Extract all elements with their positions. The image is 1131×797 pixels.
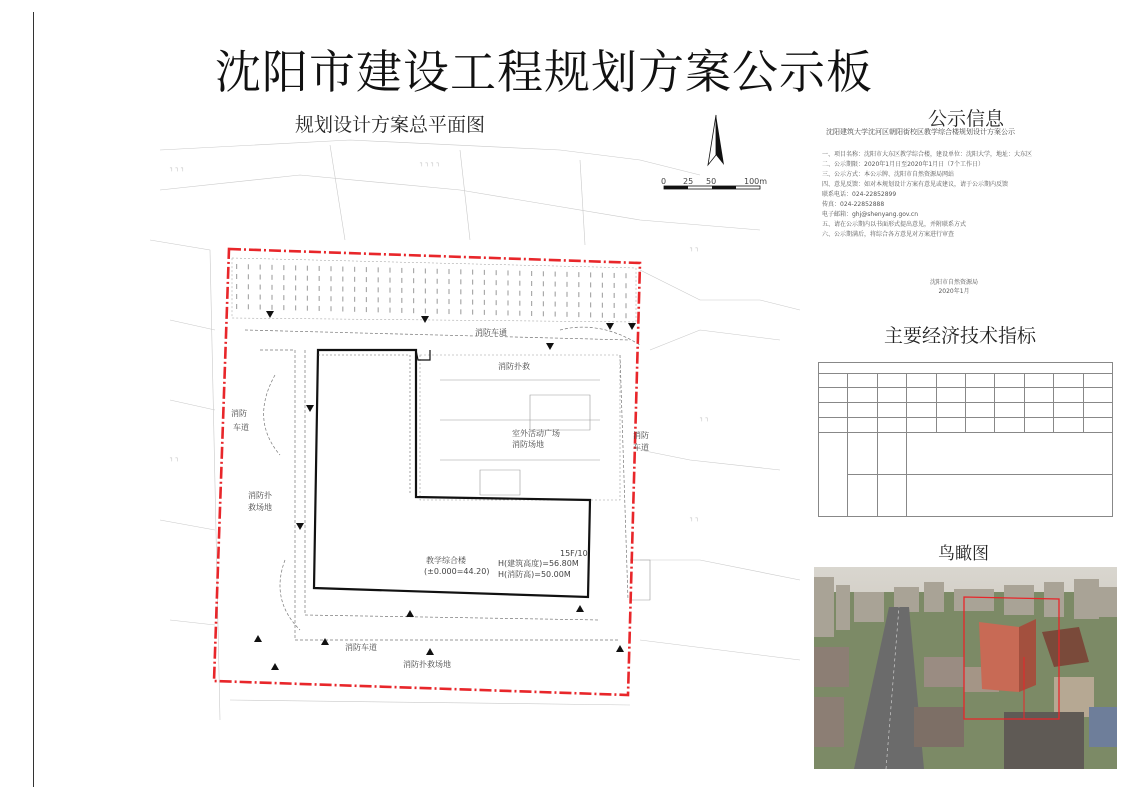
parking-stall [602,273,603,278]
entry-arrow-icons [254,311,636,670]
table-header-row [819,363,1113,374]
scale-label: 25 [683,177,694,186]
indicators-title: 主要经济技术指标 [884,325,1037,347]
parking-stall [413,268,414,273]
parking-stall [260,305,261,310]
parking-stall [555,312,556,317]
info-sign-date: 2020年1月 [938,288,970,295]
parking-stall [531,291,532,296]
parking-stall [354,307,355,312]
label-fire-lane-bottom: 消防车道 [345,643,377,652]
parking-stall [602,293,603,298]
parking-stall [425,278,426,283]
parking-stall [401,278,402,283]
parking-stall [330,266,331,271]
label-fire-lane-top: 消防车通 [475,328,507,337]
parking-stall [437,309,438,314]
parking-stall [248,274,249,279]
parking-stall [236,284,237,289]
parking-stall [507,280,508,285]
scale-bar-labels [661,177,767,186]
parking-stall [590,282,591,287]
parking-stall [271,265,272,270]
parking-stall [319,276,320,281]
info-line: 传真：024-22852888 [822,201,885,208]
info-text-block [822,150,1114,240]
label-fire-right: 消防 [633,431,649,440]
parking-stall [519,291,520,296]
parking-stall [543,311,544,316]
parking-stall [295,265,296,270]
parking-stall [425,298,426,303]
parking-stall [566,272,567,277]
left-margin-line [33,12,34,787]
parking-stall [342,267,343,272]
parking-stall [578,312,579,317]
parking-stall [566,292,567,297]
parking-stall [484,280,485,285]
parking-stall [496,280,497,285]
parking-stall [401,298,402,303]
parking-stall [437,299,438,304]
parking-stall [248,304,249,309]
label-fire-right-2: 车道 [633,443,649,452]
label-building-main: 教学综合楼 [426,556,466,565]
parking-stall [319,306,320,311]
parking-stall [437,289,438,294]
parking-stall [260,275,261,280]
parking-stall [366,307,367,312]
page-title: 沈阳市建设工程规划方案公示板 [215,45,873,99]
label-fire-left-mid-2: 救场地 [248,503,272,512]
parking-stall [555,292,556,297]
svg-text:┐ ┐ ┐: ┐ ┐ ┐ [170,165,185,172]
parking-stall [319,286,320,291]
parking-stall [625,313,626,318]
parking-stall [543,271,544,276]
svg-text:┐ ┐ ┐ ┐: ┐ ┐ ┐ ┐ [420,160,441,167]
label-plaza-2: 消防场地 [512,440,544,449]
parking-stall [448,309,449,314]
parking-stall [378,267,379,272]
background-text [169,160,709,522]
parking-stall [366,297,367,302]
scale-bar [664,186,760,189]
background-linework [150,140,800,725]
parking-stall [460,269,461,274]
parking-stall [236,304,237,309]
parking-stall [248,264,249,269]
parking-stall [283,265,284,270]
parking-stall [543,281,544,286]
parking-stall [507,310,508,315]
parking-stall [448,299,449,304]
info-line: 二、公示期限：2020年1月日至2020年1月日（7个工作日） [822,161,984,168]
parking-stall [389,298,390,303]
parking-stall [484,300,485,305]
parking-stall [531,311,532,316]
info-title: 公示信息 [928,108,1005,130]
parking-stall [413,288,414,293]
parking-stall [578,292,579,297]
parking-stall [472,270,473,275]
parking-stall [378,277,379,282]
parking-stall [354,287,355,292]
parking-stall [519,271,520,276]
parking-stall [614,293,615,298]
parking-stall [366,277,367,282]
parking-stall [460,289,461,294]
parking-stall [602,303,603,308]
parking-stall [236,264,237,269]
label-floors: 15F/10 [560,549,588,558]
parking-stall [602,283,603,288]
label-fire-left-mid: 消防扑 [248,491,272,500]
parking-stall [354,267,355,272]
parking-stall [555,302,556,307]
parking-stall [519,311,520,316]
parking-stall [389,278,390,283]
parking-stall [590,272,591,277]
parking-stall [342,297,343,302]
site-boundary-red [214,249,640,695]
label-building-elevation: (±0.000=44.20) [424,567,490,576]
parking-stall [366,287,367,292]
parking-stall [425,288,426,293]
parking-stall [472,300,473,305]
svg-text:┐ ┐: ┐ ┐ [690,245,700,252]
parking-stall [625,293,626,298]
parking-stall [307,266,308,271]
info-subtitle: 沈阳建筑大学沈河区朝阳街校区教学综合楼规划设计方案公示 [826,128,1015,136]
parking-stall [460,309,461,314]
parking-stall [555,272,556,277]
parking-stall [472,310,473,315]
parking-stall [566,312,567,317]
info-signature [930,278,978,296]
parking-stall [342,277,343,282]
parking-stall [484,310,485,315]
info-line: 一、项目名称：沈阳市大东区教学综合楼，建设单位：沈阳大学，地址：大东区 [822,151,1033,158]
parking-stall [378,287,379,292]
parking-stall [602,313,603,318]
parking-stall [448,269,449,274]
parking-stall [507,290,508,295]
info-line: 联系电话：024-22852899 [822,191,897,198]
parking-stall [307,276,308,281]
parking-stall [378,297,379,302]
parking-stall [448,289,449,294]
svg-text:┐ ┐: ┐ ┐ [170,455,180,462]
parking-stall [283,275,284,280]
parking-stall [401,308,402,313]
parking-stall [543,291,544,296]
parking-stall [330,276,331,281]
parking-stall [425,308,426,313]
parking-stall [543,301,544,306]
info-line: 五、请在公示期内以书面形式提出意见，并附联系方式 [822,221,967,228]
parking-stall [413,298,414,303]
parking-stall [307,286,308,291]
svg-text:┐ ┐: ┐ ┐ [690,515,700,522]
parking-stall [496,270,497,275]
parking-stall [460,299,461,304]
parking-stall [260,285,261,290]
parking-stall [354,277,355,282]
parking-stall [283,295,284,300]
parking-stall [271,285,272,290]
parking-stall [614,313,615,318]
label-fire-left-2: 车道 [233,423,249,432]
label-plaza: 室外活动广场 [512,429,560,438]
parking-stall [484,290,485,295]
parking-stall [330,306,331,311]
parking-stall [507,270,508,275]
parking-stall [425,268,426,273]
parking-stall [389,268,390,273]
scale-label: 50 [706,177,717,186]
north-arrow-icon [708,115,724,165]
parking-stall [236,274,237,279]
plan-title: 规划设计方案总平面图 [295,114,486,136]
parking-stall [389,288,390,293]
parking-stall [271,275,272,280]
parking-stall [566,282,567,287]
info-line: 电子邮箱：ghj@shenyang.gov.cn [822,211,919,218]
parking-stall [507,300,508,305]
parking-stall [484,270,485,275]
parking-stall [330,286,331,291]
label-fire-left: 消防 [231,409,247,418]
parking-stall [389,308,390,313]
parking-stall [472,290,473,295]
parking-stall [248,284,249,289]
parking-stall [519,301,520,306]
parking-stall [578,302,579,307]
parking-stall [496,290,497,295]
parking-stall [614,283,615,288]
parking-stall [342,307,343,312]
parking-stall [496,300,497,305]
parking-stall [354,297,355,302]
parking-stall [260,295,261,300]
parking-stall [555,282,556,287]
indicators-table [818,362,1113,517]
parking-stall [330,296,331,301]
parking-stall [319,266,320,271]
parking-stall [614,273,615,278]
parking-stall [437,269,438,274]
scale-label: 100m [744,177,768,186]
aerial-title: 鸟瞰图 [938,544,989,564]
parking-stall [295,285,296,290]
parking-stall [578,282,579,287]
parking-stall [566,302,567,307]
info-line: 六、公示期满后，将综合各方意见对方案进行审查 [822,231,955,238]
parking-stall [531,271,532,276]
parking-stall [295,275,296,280]
label-height-2: H(消防高)=50.00M [498,570,571,579]
svg-text:┐ ┐: ┐ ┐ [700,415,710,422]
parking-stall [496,310,497,315]
parking-stall [413,308,414,313]
label-fire-platform-bottom: 消防扑救场地 [403,660,451,669]
parking-stall [519,281,520,286]
parking-stall [260,265,261,270]
parking-stall [625,283,626,288]
parking-stall [283,285,284,290]
parking-stall [307,306,308,311]
parking-stall [590,312,591,317]
parking-stall [283,305,284,310]
parking-stall [590,302,591,307]
parking-stall [531,301,532,306]
parking-stall [319,296,320,301]
info-line: 三、公示方式：本公示牌、沈阳市自然资源局网站 [822,171,955,178]
parking-stall [366,267,367,272]
parking-stall [271,305,272,310]
parking-area-top [232,258,636,322]
parking-stall [472,280,473,285]
parking-stall [625,273,626,278]
parking-stall [460,279,461,284]
parking-stall [590,292,591,297]
label-fire-platform-top: 消防扑救 [498,362,530,371]
parking-stall [614,303,615,308]
parking-stall [437,279,438,284]
scale-label: 0 [661,177,667,186]
parking-stall [295,305,296,310]
parking-stall [413,278,414,283]
parking-stall [295,295,296,300]
parking-stall [236,294,237,299]
parking-stall [271,295,272,300]
parking-stall [531,281,532,286]
parking-stall [248,294,249,299]
site-plan-drawing [150,105,810,725]
info-sign-org: 沈阳市自然资源局 [930,279,979,286]
parking-stall [448,279,449,284]
parking-stall [625,303,626,308]
info-line: 四、意见反馈：如对本规划设计方案有意见或建议，请于公示期内反馈 [822,181,1009,188]
parking-stall [342,287,343,292]
parking-stall [401,268,402,273]
parking-stall [401,288,402,293]
parking-stall [307,296,308,301]
aerial-photo [814,567,1117,769]
parking-stall [378,307,379,312]
label-height-1: H(建筑高度)=56.80M [498,559,579,568]
parking-stall [578,272,579,277]
